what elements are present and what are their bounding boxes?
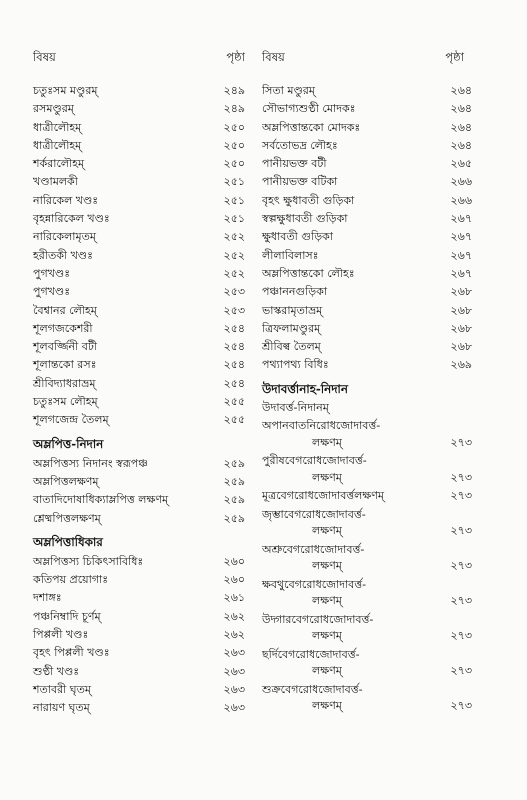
index-entry xyxy=(33,155,255,173)
entry-title: কতিপয় প্রয়োগাঃ xyxy=(33,573,109,587)
entry-title xyxy=(262,647,360,680)
entry-page-number: ২৬৭ xyxy=(450,266,472,280)
index-entry xyxy=(262,647,474,680)
entry-title xyxy=(262,542,364,575)
index-entry xyxy=(33,119,255,137)
entry-title: পানীয়ভক্ত বটী xyxy=(262,157,327,171)
entry-page-number: ২৭৩ xyxy=(450,524,472,538)
entry-title: ধাত্রীলৌহম্ xyxy=(33,138,82,152)
entry-title: চতুঃসম মণ্ডুরম্ xyxy=(33,84,98,97)
entry-page-number: ২৫৩ xyxy=(223,285,245,299)
index-entry xyxy=(33,455,255,473)
index-entry xyxy=(33,338,255,356)
entry-title xyxy=(262,418,380,451)
entry-title: পুগখণ্ডঃ xyxy=(33,285,71,299)
entry-page-number: ২৬৭ xyxy=(450,212,472,226)
entry-page-number: ২৬৪ xyxy=(450,120,472,134)
entry-page-number: ২৫০ xyxy=(223,138,245,152)
index-entry xyxy=(33,210,255,228)
index-entry xyxy=(33,283,255,301)
index-entry xyxy=(33,411,255,429)
entry-title: শূলবর্জ্জিনী বটী xyxy=(33,340,97,354)
entry-title: ধাত্রীলৌহম্ xyxy=(33,120,82,134)
index-entry xyxy=(33,137,255,155)
entry-title-line: লক্ষণম্ xyxy=(312,629,342,643)
entry-title xyxy=(262,577,366,610)
entry-list xyxy=(262,82,474,375)
entry-title-line: লক্ষণম্ xyxy=(312,524,342,538)
entry-title: বৈশ্বানর লৌহম্ xyxy=(33,303,97,317)
entry-title-line: লক্ষণম্ xyxy=(312,699,342,713)
index-entry xyxy=(33,247,255,265)
entry-title: বাতাদিদোষাধিক্যাম্লপিত্ত লক্ষণম্ xyxy=(33,493,169,507)
index-entry xyxy=(33,571,255,589)
section-title: উদাবর্ত্তানাহ-নিদান xyxy=(262,381,348,396)
entry-title: পুগখণ্ডঃ xyxy=(33,266,71,280)
section-title: অম্লপিত্ত-নিদান xyxy=(33,436,104,451)
page-heading: পৃষ্ঠা xyxy=(445,50,464,64)
entry-title-line: মূত্রবেগরোধজোদাবর্ত্তলক্ষণম্ xyxy=(262,489,385,503)
entry-title: চতুঃসম লৌহম্ xyxy=(33,395,98,409)
entry-page-number: ২৪৯ xyxy=(223,102,245,116)
entry-title: শুণ্ঠী খণ্ডঃ xyxy=(33,664,80,678)
entry-title: অম্লপিত্তান্তকো লৌহঃ xyxy=(262,266,355,280)
entry-title: লীলাবিলাসঃ xyxy=(262,248,319,262)
entry-title: শ্রীবিদ্যাধরাভ্রম্ xyxy=(33,376,96,390)
index-entry xyxy=(262,137,474,155)
index-entry xyxy=(262,119,474,137)
entry-page-number: ২৬৪ xyxy=(450,138,472,152)
entry-title: নারিকেল খণ্ডঃ xyxy=(33,193,99,207)
entry-title: খণ্ডামলকী xyxy=(33,175,78,189)
entry-title-line: উদাবর্ত্ত-নিদানম্ xyxy=(262,400,329,414)
index-entry xyxy=(33,589,255,607)
index-entry xyxy=(33,491,255,509)
entry-title: ভাস্করামৃতাভ্রম্ xyxy=(262,303,323,317)
entry-page-number: ২৫৯ xyxy=(223,493,245,507)
entry-page-number: ২৭৩ xyxy=(450,489,472,503)
index-entry xyxy=(262,100,474,118)
index-entry xyxy=(33,100,255,118)
entry-page-number: ২৫৪ xyxy=(223,340,245,354)
column-header xyxy=(33,48,255,82)
entry-page-number: ২৫৪ xyxy=(223,358,245,372)
entry-page-number: ২৫৪ xyxy=(223,376,245,390)
index-entry xyxy=(33,663,255,681)
entry-page-number: ২৬৩ xyxy=(223,682,245,696)
entry-page-number: ২৬০ xyxy=(223,573,245,587)
entry-title: শ্রীবিল্ব তৈলম্ xyxy=(262,340,321,354)
entry-list xyxy=(262,400,474,715)
index-entry xyxy=(33,681,255,699)
entry-list xyxy=(33,553,255,718)
entry-page-number: ২৭৩ xyxy=(450,699,472,713)
index-entry xyxy=(33,375,255,393)
entry-title: হরীতকী খণ্ডঃ xyxy=(33,248,93,262)
index-entry xyxy=(262,302,474,320)
entry-page-number: ২৬০ xyxy=(223,554,245,568)
index-entry xyxy=(262,488,474,505)
entry-page-number: ২৫১ xyxy=(223,212,245,226)
entry-title-line: জৃম্ভাবেগরোধজোদাবর্ত্ত- xyxy=(262,507,366,521)
index-entry xyxy=(33,320,255,338)
entry-title-line: অপানবাতনিরোধজোদাবর্ত্ত- xyxy=(262,419,381,433)
entry-page-number: ২৫১ xyxy=(223,175,245,189)
index-entry xyxy=(33,192,255,210)
entry-title: বৃহৎ ক্ষুধাবতী গুড়িকা xyxy=(262,193,355,207)
entry-title: শূলান্তকো রসঃ xyxy=(33,358,97,372)
entry-page-number: ২৬৬ xyxy=(450,193,472,207)
entry-page-number: ২৫৯ xyxy=(223,511,245,525)
entry-page-number: ২৫৩ xyxy=(223,303,245,317)
entry-page-number: ২৬৯ xyxy=(450,358,472,372)
entry-title-line: লক্ষণম্ xyxy=(312,470,342,484)
entry-title: স্বল্পক্ষুধাবতী গুড়িকা xyxy=(262,212,348,226)
entry-page-number: ২৬২ xyxy=(223,628,245,642)
entry-page-number: ২৪৯ xyxy=(223,84,245,97)
index-entry xyxy=(262,400,474,417)
entry-title xyxy=(262,682,363,715)
entry-page-number: ২৬৮ xyxy=(450,303,472,317)
entry-title xyxy=(262,488,384,505)
entry-page-number: ২৬৫ xyxy=(450,157,472,171)
index-entry xyxy=(33,393,255,411)
entry-page-number: ২৬৪ xyxy=(450,102,472,116)
entry-title: ক্ষুধাবতী গুড়িকা xyxy=(262,230,333,244)
entry-title: শ্লেষ্মপিত্তলক্ষণম্ xyxy=(33,511,101,525)
entry-page-number: ২৫২ xyxy=(223,248,245,262)
index-entry xyxy=(262,612,474,645)
index-entry xyxy=(262,682,474,715)
entry-page-number: ২৭৩ xyxy=(450,629,472,643)
entry-page-number: ২৭৩ xyxy=(450,594,472,608)
entry-title: বৃহৎ পিপ্পলী খণ্ডঃ xyxy=(33,646,110,660)
entry-title xyxy=(262,453,367,486)
entry-page-number: ২৭৩ xyxy=(450,664,472,678)
entry-page-number: ২৫১ xyxy=(223,193,245,207)
entry-title: পঞ্চনিম্বাদি চূর্ণম্ xyxy=(33,609,101,623)
index-entry xyxy=(262,283,474,301)
entry-title-line: ক্ষবথুবেগরোধজোদাবর্ত্ত- xyxy=(262,577,367,591)
entry-page-number: ২৬১ xyxy=(223,591,245,605)
entry-page-number: ২৬৮ xyxy=(450,321,472,335)
entry-page-number: ২৫০ xyxy=(223,120,245,134)
index-entry xyxy=(33,608,255,626)
entry-title-line: ছর্দিবেগরোধজোদাবর্ত্ত- xyxy=(262,647,360,661)
entry-title xyxy=(262,400,329,417)
entry-page-number: ২৭৩ xyxy=(450,559,472,573)
entry-title: শর্করালৌহম্ xyxy=(33,157,85,171)
entry-page-number: ২৭৩ xyxy=(450,435,472,449)
subject-heading: বিষয় xyxy=(262,50,285,64)
index-entry xyxy=(262,210,474,228)
entry-title-line: লক্ষণম্ xyxy=(312,594,342,608)
index-entry xyxy=(262,418,474,451)
index-entry xyxy=(262,507,474,540)
entry-page-number: ২৭৩ xyxy=(450,470,472,484)
entry-page-number: ২৫৯ xyxy=(223,456,245,470)
index-entry xyxy=(262,356,474,374)
index-entry xyxy=(33,82,255,100)
index-entry xyxy=(33,699,255,717)
entry-page-number: ২৬৩ xyxy=(223,701,245,715)
entry-page-number: ২৫৫ xyxy=(223,413,245,427)
column-header xyxy=(262,48,474,82)
subject-heading: বিষয় xyxy=(33,50,56,64)
index-entry xyxy=(33,228,255,246)
entry-title: ত্রিফলামণ্ডুরম্ xyxy=(262,321,321,335)
index-entry xyxy=(33,626,255,644)
entry-title xyxy=(262,507,366,540)
entry-title-line: উদ্গারবেগরোধজোদাবর্ত্ত- xyxy=(262,612,374,626)
entry-title: পানীয়ভক্ত বটিকা xyxy=(262,175,338,189)
index-entry xyxy=(262,320,474,338)
right-column xyxy=(262,48,474,717)
entry-page-number: ২৫০ xyxy=(223,157,245,171)
entry-title: নারায়ণ ঘৃতম্ xyxy=(33,701,90,715)
entry-list xyxy=(33,455,255,528)
entry-page-number: ২৬৪ xyxy=(450,84,472,97)
index-entry xyxy=(33,553,255,571)
index-entry xyxy=(262,265,474,283)
entry-page-number: ২৬৮ xyxy=(450,340,472,354)
entry-title: রসমণ্ডুরম্ xyxy=(33,102,74,116)
entry-page-number: ২৬৭ xyxy=(450,248,472,262)
entry-title: বৃহন্নারিকেল খণ্ডঃ xyxy=(33,212,110,226)
index-entry xyxy=(262,173,474,191)
index-entry xyxy=(33,510,255,528)
entry-title-line: লক্ষণম্ xyxy=(312,435,342,449)
index-entry xyxy=(33,644,255,662)
index-entry xyxy=(262,247,474,265)
entry-title: অম্লপিত্তলক্ষণম্ xyxy=(33,474,99,488)
entry-title: সিতা মণ্ডুরম্ xyxy=(262,84,315,97)
entry-page-number: ২৬২ xyxy=(223,609,245,623)
entry-page-number: ২৬৮ xyxy=(450,285,472,299)
entry-title: পিপ্পলী খণ্ডঃ xyxy=(33,628,89,642)
index-entry xyxy=(33,356,255,374)
index-entry xyxy=(262,453,474,486)
index-entry xyxy=(33,473,255,491)
entry-title: শতাবরী ঘৃতম্ xyxy=(33,682,91,696)
entry-title: অম্লপিত্তস্য চিকিৎসাবিধিঃ xyxy=(33,554,144,568)
index-entry xyxy=(262,155,474,173)
entry-title-line: পুরীষবেগরোধজোদাবর্ত্ত- xyxy=(262,454,367,468)
entry-title: পথ্যাপথ্য বিধিঃ xyxy=(262,358,329,372)
index-entry xyxy=(262,577,474,610)
entry-title: অম্লপিত্তস্য নিদানং স্বরূপঞ্চ xyxy=(33,456,148,470)
entry-page-number: ২৫৫ xyxy=(223,395,245,409)
entry-title: দশাঙ্গঃ xyxy=(33,591,62,605)
page-heading: পৃষ্ঠা xyxy=(226,50,245,64)
left-column xyxy=(33,48,255,718)
entry-title-line: অশ্রুবেগরোধজোদাবর্ত্ত- xyxy=(262,542,365,556)
entry-page-number: ২৫৪ xyxy=(223,321,245,335)
entry-page-number: ২৬৬ xyxy=(450,175,472,189)
entry-page-number: ২৫২ xyxy=(223,230,245,244)
entry-title: পঞ্চাননগুড়িকা xyxy=(262,285,328,299)
index-entry xyxy=(262,228,474,246)
entry-title-line: লক্ষণম্ xyxy=(312,664,342,678)
entry-list xyxy=(33,82,255,430)
entry-title: সৌভাগ্যশুণ্ঠী মোদকঃ xyxy=(262,102,356,116)
index-entry xyxy=(262,338,474,356)
index-entry xyxy=(262,82,474,100)
index-entry xyxy=(33,302,255,320)
index-entry xyxy=(262,542,474,575)
section-title: অম্লপিত্তাধিকার xyxy=(33,534,103,549)
entry-page-number: ২৬৩ xyxy=(223,664,245,678)
entry-title xyxy=(262,612,373,645)
entry-title: অম্লপিত্তান্তকো মোদকঃ xyxy=(262,120,361,134)
entry-page-number: ২৫৯ xyxy=(223,474,245,488)
entry-title: শূলগজকেশরী xyxy=(33,321,93,335)
index-entry xyxy=(262,192,474,210)
entry-title: নারিকেলামৃতম্ xyxy=(33,230,96,244)
index-entry xyxy=(33,265,255,283)
entry-page-number: ২৬৩ xyxy=(223,646,245,660)
entry-title: সর্বতোভদ্র লৌহঃ xyxy=(262,138,338,152)
entry-title-line: শুক্রবেগরোধজোদাবর্ত্ত- xyxy=(262,682,363,696)
entry-page-number: ২৫২ xyxy=(223,266,245,280)
entry-title-line: লক্ষণম্ xyxy=(312,559,342,573)
entry-title: শূলগজেন্দ্র তৈলম্ xyxy=(33,413,109,427)
entry-page-number: ২৬৭ xyxy=(450,230,472,244)
index-entry xyxy=(33,173,255,191)
